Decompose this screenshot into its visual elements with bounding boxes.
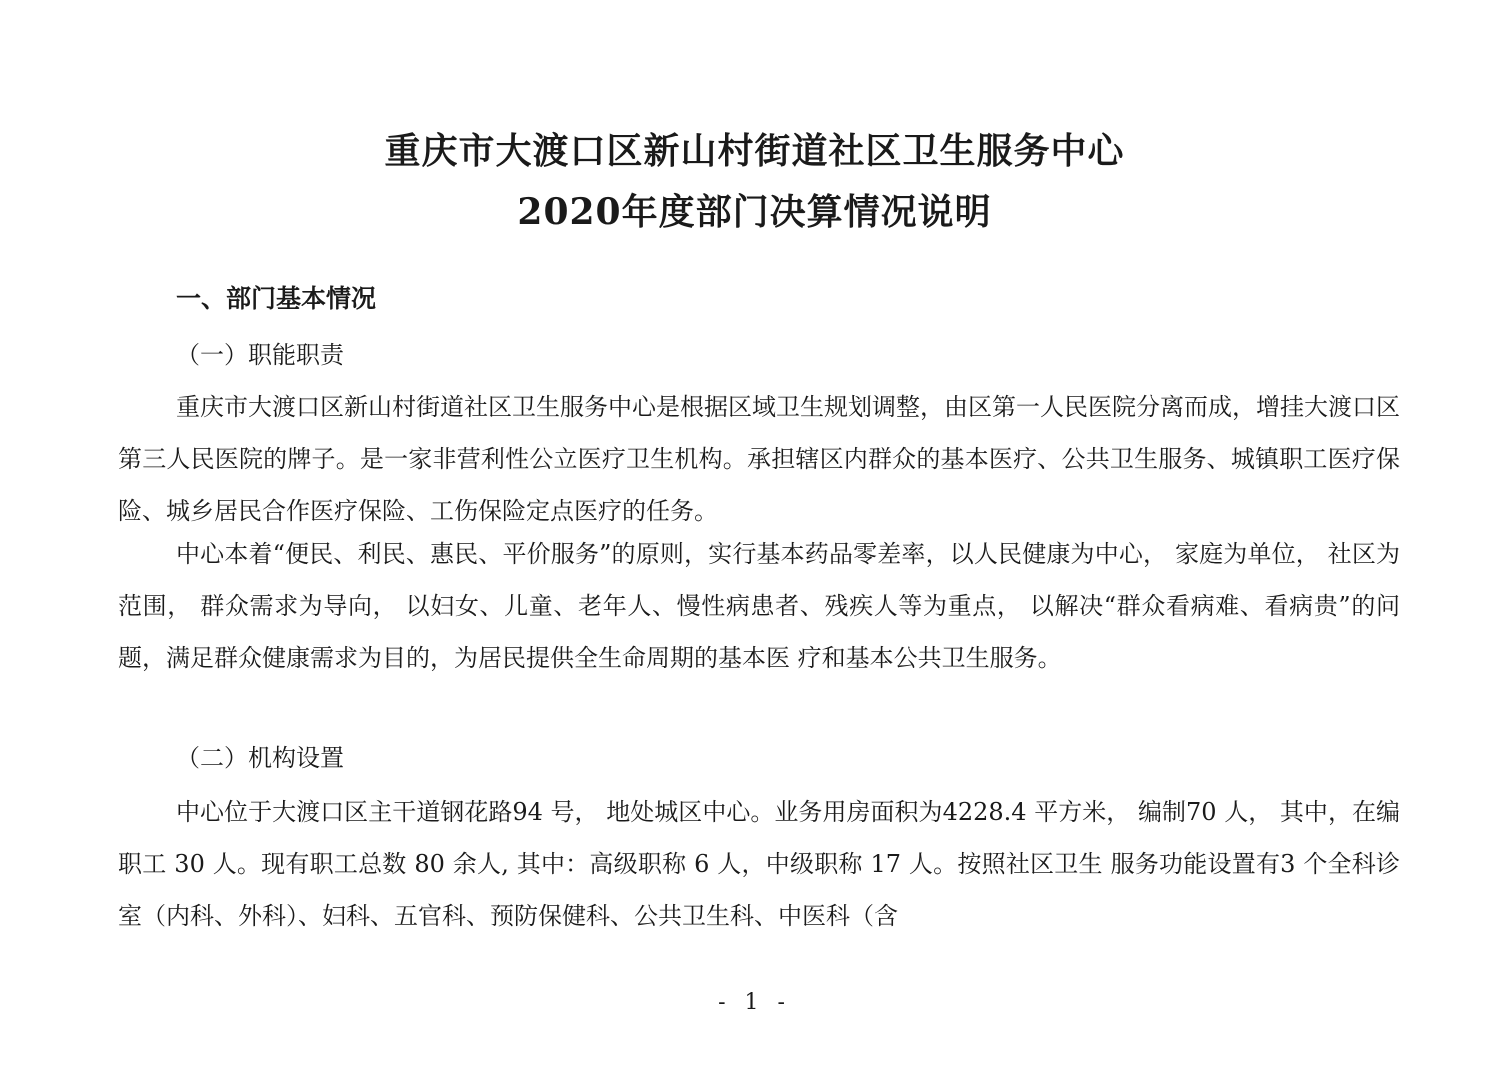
page-number: - 1 -	[718, 990, 791, 1015]
paragraph-principles: 中心本着“便民、利民、惠民、平价服务”的原则，实行基本药品零差率，以人民健康为中心， 家庭为单位， 社区为范围， 群众需求为导向， 以妇女、儿童、老年人、慢性病患者、残疾人等为重点， 以解决“群众看病难、看病贵”的问题，满足群众健康需求为目的，为居民提供全生命周期的基本医 疗和基本公共卫生服务。	[118, 540, 1400, 672]
document-title-line2: 2020年度部门决算情况说明	[517, 191, 992, 233]
section-heading-basic-info: 一、部门基本情况	[176, 284, 377, 313]
document-title-line1: 重庆市大渡口区新山村街道社区卫生服务中心	[384, 130, 1125, 172]
paragraph-organization: 中心位于大渡口区主干道钢花路94 号， 地处城区中心。业务用房面积为4228.4 平方米， 编制70 人， 其中，在编职工 30 人。现有职工总数 80 余人, 其中：高级职称 6 人，中级职称 17 人。按照社区卫生 服务功能设置有3 个全科诊室（内科、外科）、妇科、五官科、预防保健科、公共卫生科、中医科（含	[118, 798, 1400, 930]
paragraph-duties: 重庆市大渡口区新山村街道社区卫生服务中心是根据区域卫生规划调整，由区第一人民医院分离而成，增挂大渡口区第三人民医院的牌子。是一家非营利性公立医疗卫生机构。承担辖区内群众的基本医疗、公共卫生服务、城镇职工医疗保险、城乡居民合作医疗保险、工伤保险定点医疗的任务。	[118, 393, 1400, 525]
subsection-heading-organization: （二）机构设置	[176, 744, 344, 772]
subsection-heading-duties: （一）职能职责	[176, 341, 344, 369]
